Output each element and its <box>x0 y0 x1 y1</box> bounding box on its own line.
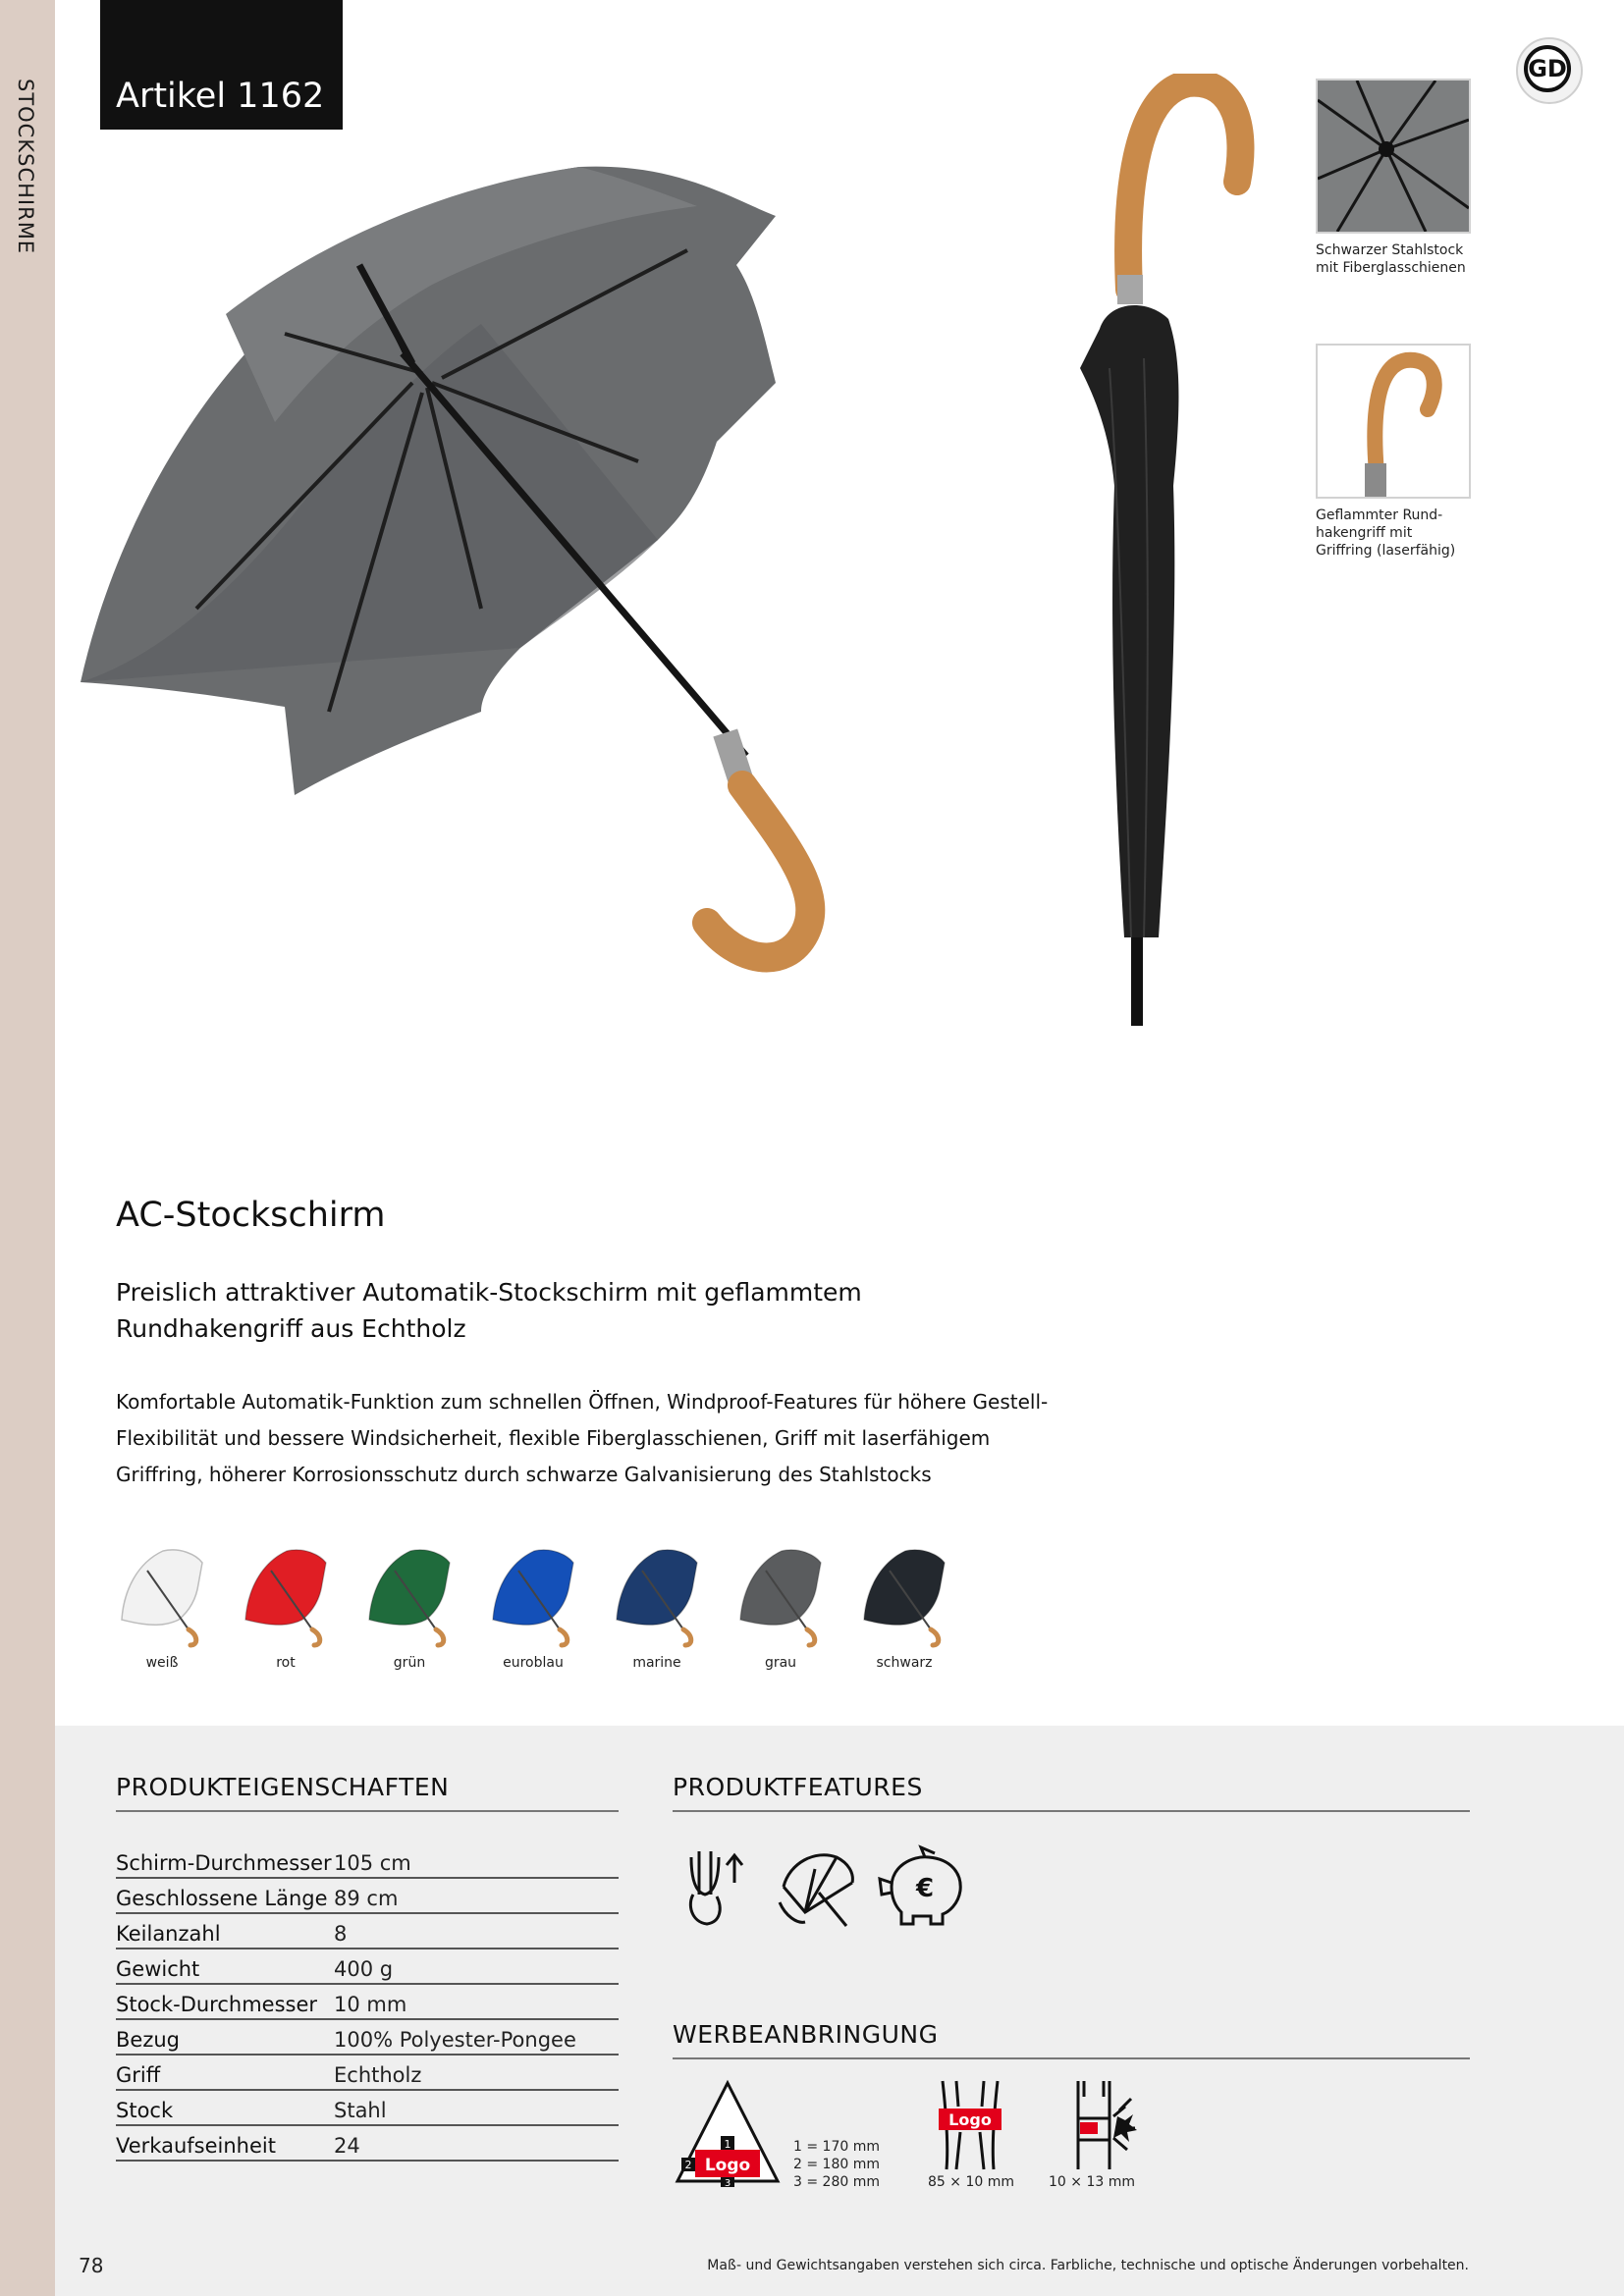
color-swatch <box>727 1541 835 1671</box>
umbrella-color-image <box>479 1541 587 1649</box>
strap-print-diagram <box>933 2077 1007 2171</box>
panel-size: 1 = 170 mm <box>793 2139 880 2155</box>
divider <box>673 2057 1470 2059</box>
color-swatch <box>479 1541 587 1671</box>
property-key: Stock <box>116 2099 174 2122</box>
color-label: schwarz <box>876 1655 933 1671</box>
divider <box>116 1810 619 1812</box>
strap-size: 85 × 10 mm <box>928 2174 1014 2190</box>
panel-sizes <box>793 2138 880 2191</box>
color-label: grau <box>764 1655 797 1671</box>
product-description: Komfortable Automatik-Funktion zum schnellen Öffnen, Windproof-Features für höhere Gestell-Flexibilität und bessere Windsicherheit, flexible Fiberglasschienen, Griff mit laserfähigem Griffring, höherer Korrosionsschutz durch schwarze Galvanisierung des Stahlstocks <box>116 1390 1049 1486</box>
property-row <box>116 2091 619 2126</box>
umbrella-color-image <box>850 1541 958 1649</box>
color-swatch <box>108 1541 216 1671</box>
property-key: Griff <box>116 2063 161 2087</box>
property-key: Geschlossene Länge <box>116 1887 328 1910</box>
umbrella-color-image <box>727 1541 835 1649</box>
property-row <box>116 1842 619 1879</box>
color-swatch <box>603 1541 711 1671</box>
color-label: euroblau <box>503 1655 564 1671</box>
automatic-open-icon <box>677 1843 766 1932</box>
brand-logo <box>1516 37 1583 104</box>
brand-logo-text: GD <box>1524 45 1571 92</box>
divider <box>673 1810 1470 1812</box>
umbrella-frame-image <box>1318 80 1469 232</box>
property-row <box>116 1985 619 2020</box>
detail-caption: Schwarzer Stahlstock mit Fiberglasschienen <box>1316 242 1466 276</box>
properties-table <box>116 1842 619 2162</box>
umbrella-color-image <box>603 1541 711 1649</box>
windproof-icon <box>776 1843 864 1932</box>
property-value: 10 mm <box>334 1993 407 2016</box>
property-key: Bezug <box>116 2028 180 2052</box>
color-swatch <box>850 1541 958 1671</box>
panel-size: 3 = 280 mm <box>793 2174 880 2190</box>
property-key: Keilanzahl <box>116 1922 221 1946</box>
branding-heading: WERBEANBRINGUNG <box>673 2020 939 2049</box>
logo-text: Logo <box>948 2110 992 2129</box>
property-row <box>116 1879 619 1914</box>
features-heading: PRODUKTFEATURES <box>673 1773 923 1801</box>
property-value: 24 <box>334 2134 360 2158</box>
panel-size: 2 = 180 mm <box>793 2157 880 2172</box>
property-key: Schirm-Durchmesser <box>116 1851 332 1875</box>
detail-image-frame <box>1316 79 1471 234</box>
property-row <box>116 1914 619 1949</box>
property-value: 105 cm <box>334 1851 411 1875</box>
product-title: AC-Stockschirm <box>116 1196 386 1235</box>
property-row <box>116 2020 619 2056</box>
property-value: 89 cm <box>334 1887 399 1910</box>
open-umbrella-image <box>69 147 1041 1001</box>
panel-number: 1 <box>724 2138 731 2151</box>
panel-print-diagram <box>674 2079 782 2187</box>
panel-number: 2 <box>684 2159 692 2171</box>
umbrella-color-image <box>355 1541 463 1649</box>
property-value: Stahl <box>334 2099 387 2122</box>
detail-image-frame <box>1316 344 1471 499</box>
umbrella-color-image <box>232 1541 340 1649</box>
color-label: rot <box>276 1655 296 1671</box>
color-label: grün <box>393 1655 426 1671</box>
laser-print-diagram <box>1070 2077 1139 2171</box>
color-swatch <box>355 1541 463 1671</box>
detail-caption: Geflammter Rund-hakengriff mit Griffring (laserfähig) <box>1316 507 1456 559</box>
page-number: 78 <box>79 2254 104 2277</box>
color-label: marine <box>632 1655 681 1671</box>
property-row <box>116 2056 619 2091</box>
property-row <box>116 1949 619 1985</box>
property-key: Gewicht <box>116 1957 200 1981</box>
wooden-handle-image <box>1318 346 1469 497</box>
color-label: weiß <box>145 1655 179 1671</box>
section-side-label: STOCKSCHIRME <box>14 79 37 255</box>
footnote: Maß- und Gewichtsangaben verstehen sich circa. Farbliche, technische und optische Änderungen vorbehalten. <box>707 2258 1469 2273</box>
euro-symbol: € <box>915 1874 935 1903</box>
properties-heading: PRODUKTEIGENSCHAFTEN <box>116 1773 450 1801</box>
property-key: Stock-Durchmesser <box>116 1993 318 2016</box>
property-row <box>116 2126 619 2162</box>
umbrella-color-image <box>108 1541 216 1649</box>
side-strip <box>0 0 55 2296</box>
piggy-bank-euro-icon <box>874 1843 972 1932</box>
laser-size: 10 × 13 mm <box>1049 2174 1135 2190</box>
property-value: Echtholz <box>334 2063 422 2087</box>
closed-umbrella-image <box>1070 74 1267 1036</box>
article-title: Artikel 1162 <box>116 77 325 116</box>
property-value: 8 <box>334 1922 348 1946</box>
product-subtitle: Preislich attraktiver Automatik-Stockschirm mit geflammtem Rundhakengriff aus Echtholz <box>116 1278 862 1343</box>
property-key: Verkaufseinheit <box>116 2134 276 2158</box>
color-swatch <box>232 1541 340 1671</box>
property-value: 400 g <box>334 1957 394 1981</box>
panel-number: 3 <box>724 2178 731 2187</box>
logo-text: Logo <box>704 2156 751 2175</box>
property-value: 100% Polyester-Pongee <box>334 2028 576 2052</box>
